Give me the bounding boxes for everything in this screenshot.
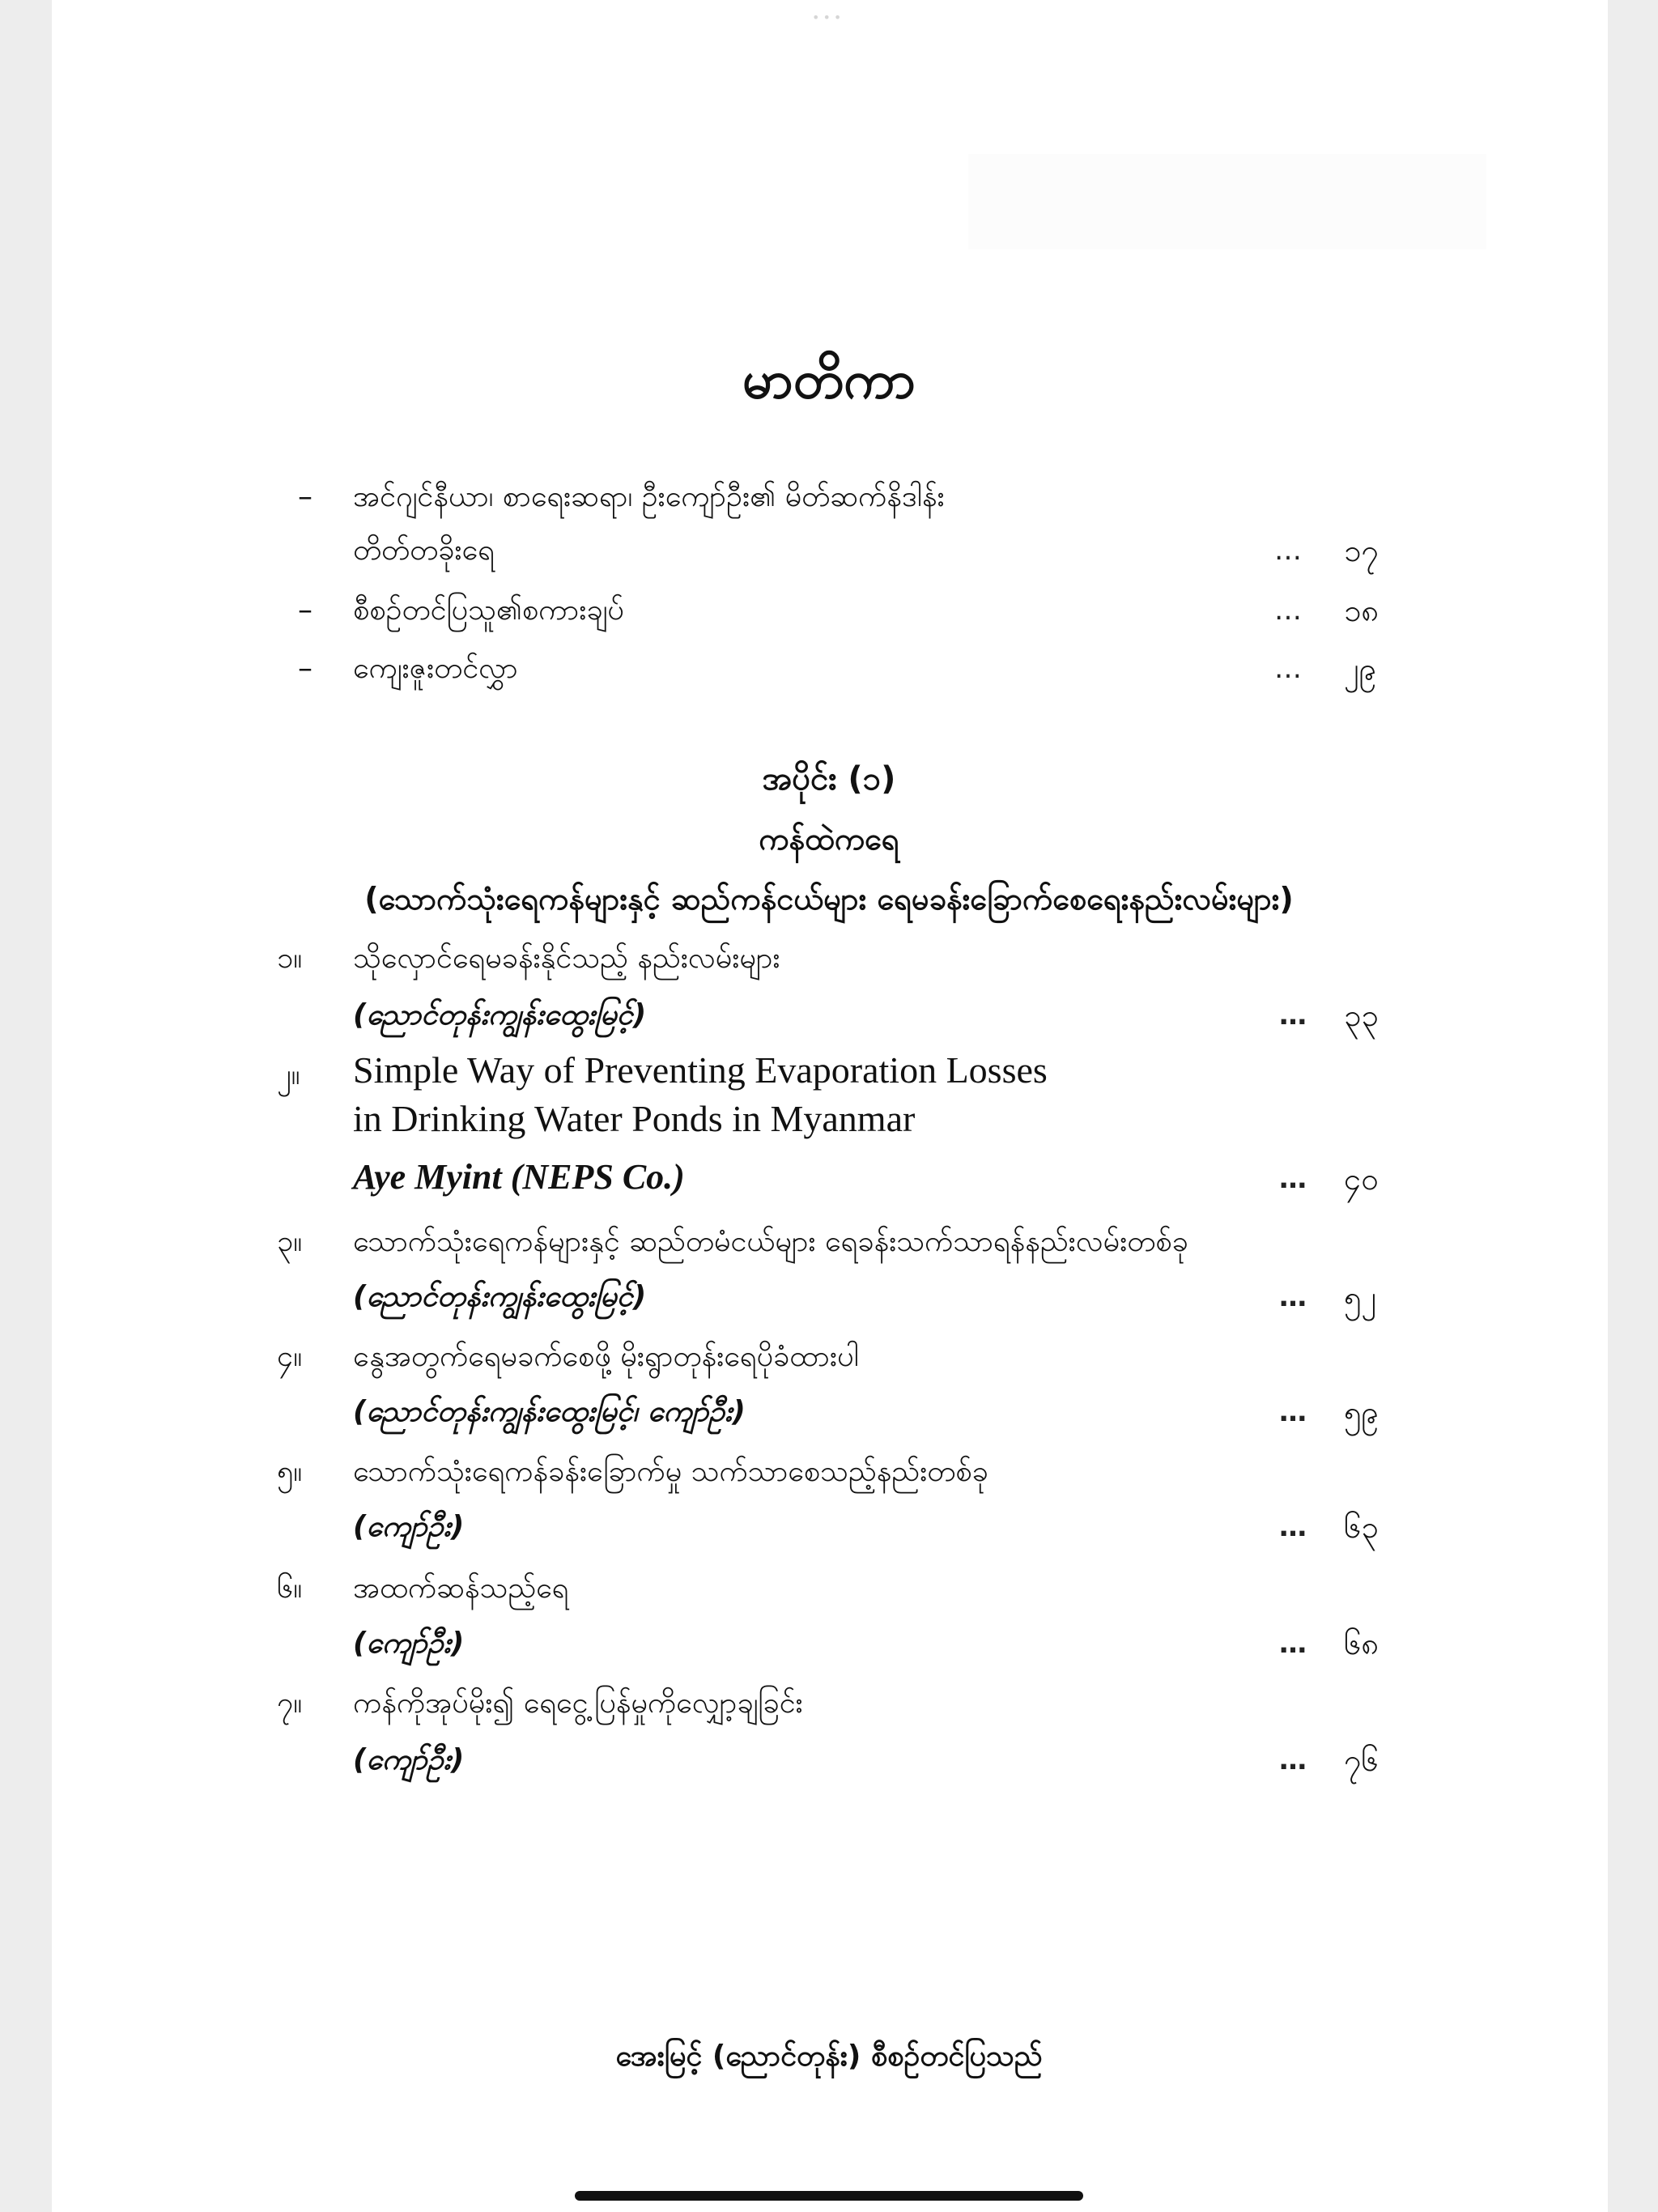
entry-title: နွေအတွက်ရေမခက်စေဖို့ မိုးရွာတုန်းရေပိုခံထားပါ — [353, 1340, 859, 1373]
entry-title: သိုလှောင်ရေမခန်းနိုင်သည့် နည်းလမ်းများ — [353, 942, 780, 975]
page-number: ၄၀ — [1344, 1161, 1379, 1197]
faint-shadow-area — [968, 154, 1486, 249]
part-subheading: ကန်ထဲကရေ — [759, 821, 899, 857]
page-number: ၇၆ — [1344, 1742, 1379, 1778]
leader-dots: … — [1279, 999, 1309, 1032]
page-number: ၆၃ — [1344, 1509, 1379, 1545]
entry-author: Aye Myint (NEPS Co.) — [353, 1157, 685, 1197]
front-matter-title: ကျေးဇူးတင်လွှာ — [353, 652, 518, 685]
entry-number: ၁။ — [277, 942, 303, 975]
page-number: ၂၉ — [1344, 651, 1377, 687]
entry-author: (ကျော်ဦး) — [353, 1627, 465, 1660]
bullet-dash: – — [298, 480, 312, 513]
top-handle-dots[interactable]: ••• — [812, 10, 845, 25]
part-description: (သောက်သုံးရေကန်များနှင့် ဆည်ကန်ငယ်များ ရေမခန်းခြောက်စေရေးနည်းလမ်းများ) — [364, 881, 1294, 917]
leader-dots: … — [1274, 534, 1307, 567]
front-matter-title-cont: တိတ်တခိုးရေ — [353, 534, 495, 567]
entry-author: (ကျော်ဦး) — [353, 1743, 465, 1776]
leader-dots: … — [1274, 653, 1307, 685]
entry-number: ၇။ — [277, 1687, 303, 1720]
home-indicator[interactable] — [575, 2191, 1083, 2201]
entry-number: ၃။ — [277, 1225, 303, 1258]
bullet-dash: – — [298, 593, 312, 627]
entry-title: သောက်သုံးရေကန်ခန်းခြောက်မှု သက်သာစေသည့်နည်းတစ်ခု — [353, 1455, 988, 1488]
entry-number: ၆။ — [277, 1572, 303, 1605]
leader-dots: … — [1279, 1396, 1309, 1428]
entry-title: Simple Way of Preventing Evaporation Losses — [353, 1049, 1048, 1091]
page-number: ၁၇ — [1344, 533, 1379, 568]
entry-author: (ညောင်တုန်းကျွန်းထွေးမြင့်) — [353, 1280, 647, 1313]
entry-title: ကန်ကိုအုပ်မိုး၍ ရေငွေ့ပြန်မှုကိုလျှော့ချခြင်း — [353, 1687, 803, 1720]
entry-author: (ညောင်တုန်းကျွန်းထွေးမြင့်၊ ကျော်ဦး) — [353, 1395, 746, 1428]
page-number: ၅၉ — [1344, 1394, 1379, 1430]
entry-number: ၂။ — [277, 1058, 300, 1091]
page-number: ၅၂ — [1344, 1279, 1377, 1315]
leader-dots: … — [1279, 1163, 1309, 1195]
leader-dots: … — [1279, 1281, 1309, 1313]
entry-title-cont: in Drinking Water Ponds in Myanmar — [353, 1098, 916, 1139]
page-number: ၆၈ — [1344, 1626, 1380, 1661]
page-title: မာတိကာ — [742, 351, 916, 410]
leader-dots: … — [1279, 1511, 1309, 1543]
page-number: ၁၈ — [1344, 593, 1380, 628]
page-footer: အေးမြင့် (ညောင်တုန်း) စီစဥ်တင်ပြသည် — [615, 2040, 1043, 2073]
entry-title: အထက်ဆန်သည့်ရေ — [353, 1572, 569, 1605]
leader-dots: … — [1279, 1744, 1309, 1776]
entry-number: ၄။ — [277, 1340, 303, 1373]
entry-author: (ကျော်ဦး) — [353, 1510, 465, 1543]
entry-author: (ညောင်တုန်းကျွန်းထွေးမြင့်) — [353, 998, 647, 1032]
entry-title: သောက်သုံးရေကန်များနှင့် ဆည်တမံငယ်များ ရေခန်းသက်သာရန်နည်းလမ်းတစ်ခု — [353, 1225, 1188, 1258]
entry-number: ၅။ — [277, 1455, 303, 1488]
bullet-dash: – — [298, 652, 312, 685]
leader-dots: … — [1274, 594, 1307, 627]
leader-dots: … — [1279, 1627, 1309, 1660]
part-heading: အပိုင်း (၁) — [762, 760, 896, 798]
page-number: ၃၃ — [1344, 998, 1379, 1033]
front-matter-title: စီစဥ်တင်ပြသူ၏စကားချပ် — [353, 593, 624, 627]
front-matter-title: အင်ဂျင်နီယာ၊ စာရေးဆရာ၊ ဦးကျော်ဦး၏ မိတ်ဆက်နိဒါန်း — [353, 480, 945, 513]
